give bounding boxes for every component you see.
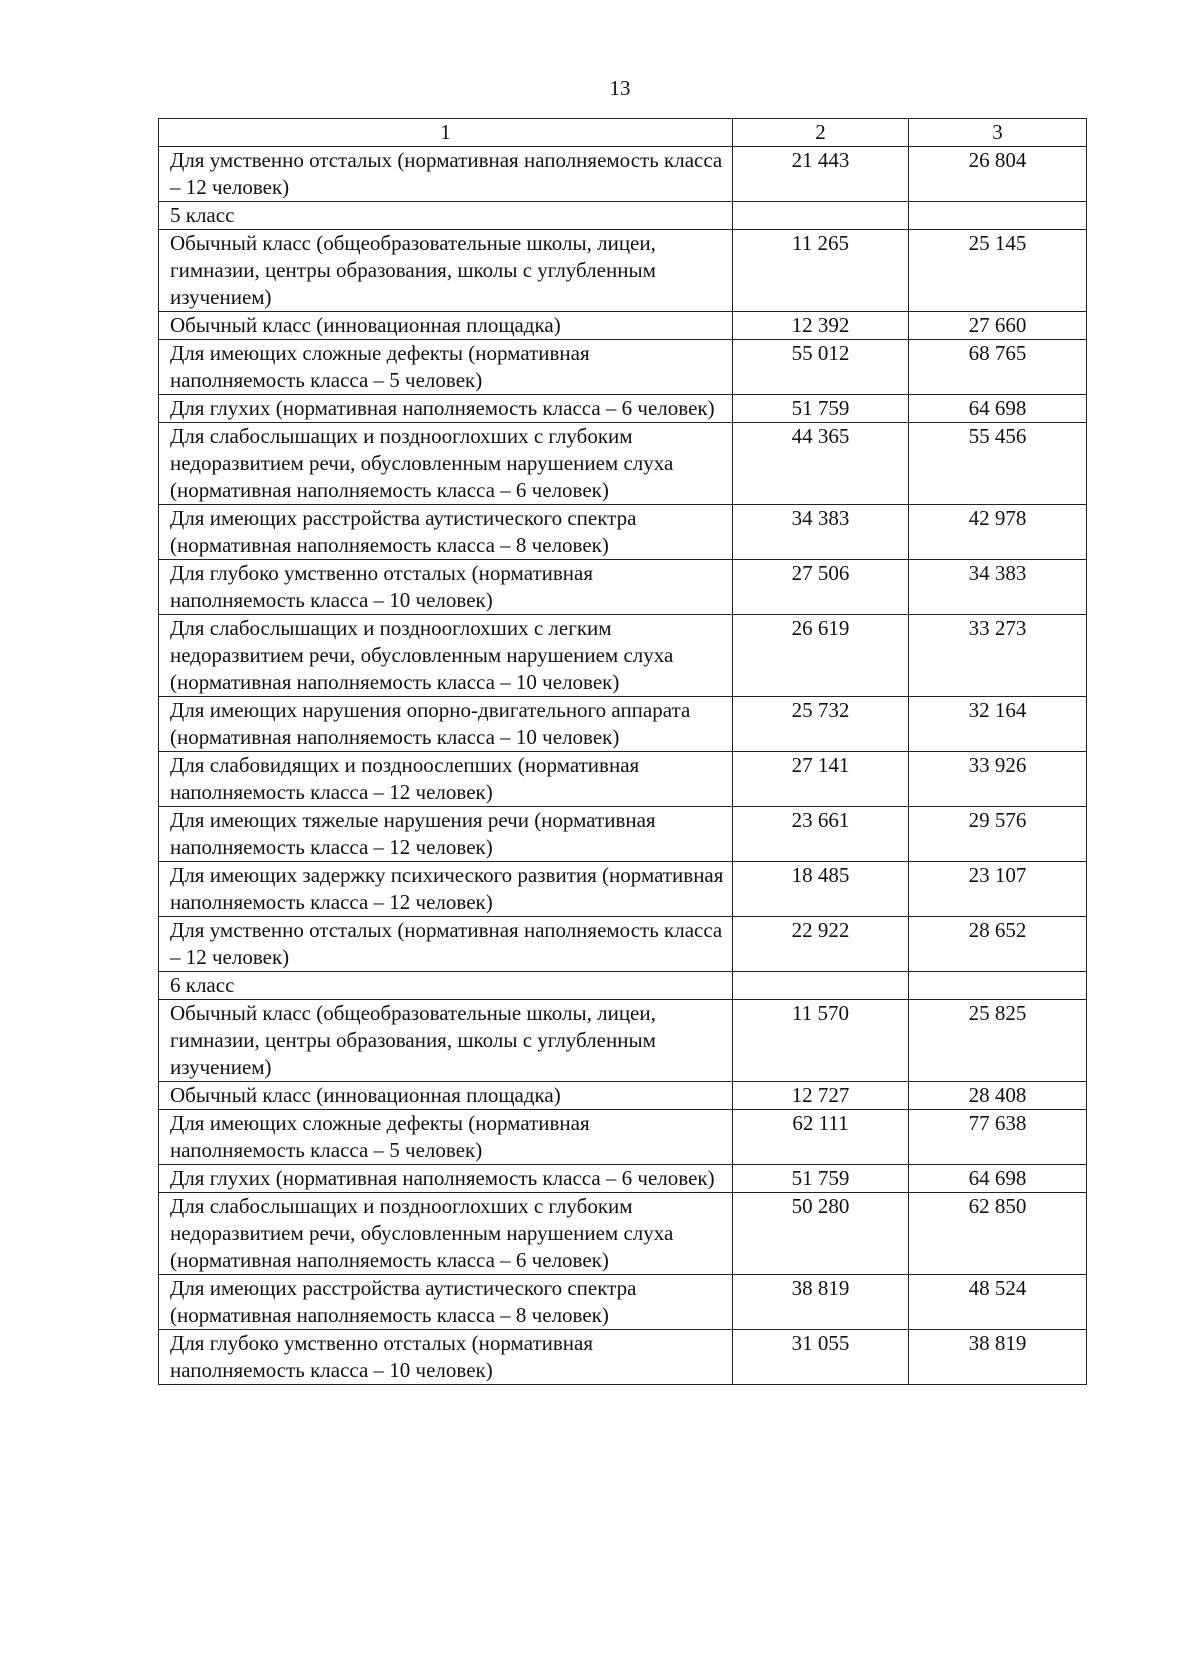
value-col-2: 51 759: [733, 1165, 909, 1193]
value-col-3: 23 107: [909, 862, 1087, 917]
value-col-2: 23 661: [733, 807, 909, 862]
section-row: [159, 972, 1087, 1000]
value-col-2: [733, 972, 909, 1000]
table-row: [159, 752, 1087, 807]
value-col-2: 21 443: [733, 147, 909, 202]
value-col-2: 44 365: [733, 423, 909, 505]
table-row: [159, 1165, 1087, 1193]
row-label: Для глухих (нормативная наполняемость класса – 6 человек): [159, 395, 733, 423]
row-label: Для слабослышащих и позднооглохших с легким недоразвитием речи, обусловленным нарушением слуха (нормативная наполняемость класса – 10 человек): [159, 615, 733, 697]
value-col-2: 50 280: [733, 1193, 909, 1275]
row-label: Для умственно отсталых (нормативная наполняемость класса – 12 человек): [159, 147, 733, 202]
row-label: Для имеющих нарушения опорно-двигательного аппарата (нормативная наполняемость класса – 10 человек): [159, 697, 733, 752]
value-col-2: 25 732: [733, 697, 909, 752]
table-row: [159, 505, 1087, 560]
value-col-3: 48 524: [909, 1275, 1087, 1330]
value-col-3: 64 698: [909, 395, 1087, 423]
section-row: [159, 202, 1087, 230]
value-col-3: 62 850: [909, 1193, 1087, 1275]
table-header: [159, 119, 1087, 147]
value-col-2: 55 012: [733, 340, 909, 395]
value-col-3: 29 576: [909, 807, 1087, 862]
table-row: [159, 1110, 1087, 1165]
table-row: [159, 862, 1087, 917]
value-col-2: 18 485: [733, 862, 909, 917]
row-label: Обычный класс (инновационная площадка): [159, 1082, 733, 1110]
table-row: [159, 1275, 1087, 1330]
table-header-row: [159, 119, 1087, 147]
row-label: Для глухих (нормативная наполняемость класса – 6 человек): [159, 1165, 733, 1193]
value-col-2: 27 506: [733, 560, 909, 615]
table-row: [159, 340, 1087, 395]
value-col-3: 25 825: [909, 1000, 1087, 1082]
column-header-3: 3: [909, 119, 1087, 147]
value-col-2: 31 055: [733, 1330, 909, 1385]
value-col-3: 34 383: [909, 560, 1087, 615]
value-col-2: 26 619: [733, 615, 909, 697]
table-row: [159, 1193, 1087, 1275]
row-label: Для имеющих расстройства аутистического спектра (нормативная наполняемость класса – 8 человек): [159, 505, 733, 560]
row-label: Для имеющих задержку психического развития (нормативная наполняемость класса – 12 человек): [159, 862, 733, 917]
value-col-3: 28 408: [909, 1082, 1087, 1110]
table-row: [159, 147, 1087, 202]
table-row: [159, 1330, 1087, 1385]
column-header-1: 1: [159, 119, 733, 147]
value-col-3: 32 164: [909, 697, 1087, 752]
row-label: Для имеющих сложные дефекты (нормативная наполняемость класса – 5 человек): [159, 1110, 733, 1165]
value-col-2: 38 819: [733, 1275, 909, 1330]
row-label: Для имеющих расстройства аутистического спектра (нормативная наполняемость класса – 8 человек): [159, 1275, 733, 1330]
value-col-2: 11 570: [733, 1000, 909, 1082]
table-row: [159, 1082, 1087, 1110]
table-row: [159, 1000, 1087, 1082]
value-col-2: [733, 202, 909, 230]
value-col-2: 27 141: [733, 752, 909, 807]
table-row: [159, 230, 1087, 312]
table-body: [159, 147, 1087, 1385]
table-row: [159, 423, 1087, 505]
row-label: Обычный класс (общеобразовательные школы, лицеи, гимназии, центры образования, школы с углубленным изучением): [159, 230, 733, 312]
table-row: [159, 395, 1087, 423]
row-label: Для слабослышащих и позднооглохших с глубоким недоразвитием речи, обусловленным нарушением слуха (нормативная наполняемость класса – 6 человек): [159, 423, 733, 505]
page-number: 13: [609, 76, 631, 100]
value-col-3: 33 926: [909, 752, 1087, 807]
table-row: [159, 917, 1087, 972]
row-label: Для слабослышащих и позднооглохших с глубоким недоразвитием речи, обусловленным нарушением слуха (нормативная наполняемость класса – 6 человек): [159, 1193, 733, 1275]
value-col-3: 38 819: [909, 1330, 1087, 1385]
value-col-3: 25 145: [909, 230, 1087, 312]
section-label: 5 класс: [159, 202, 733, 230]
value-col-3: 26 804: [909, 147, 1087, 202]
row-label: Для слабовидящих и поздноослепших (нормативная наполняемость класса – 12 человек): [159, 752, 733, 807]
column-header-2: 2: [733, 119, 909, 147]
row-label: Для имеющих сложные дефекты (нормативная наполняемость класса – 5 человек): [159, 340, 733, 395]
value-col-2: 12 392: [733, 312, 909, 340]
section-label: 6 класс: [159, 972, 733, 1000]
row-label: Для имеющих тяжелые нарушения речи (нормативная наполняемость класса – 12 человек): [159, 807, 733, 862]
row-label: Для глубоко умственно отсталых (нормативная наполняемость класса – 10 человек): [159, 560, 733, 615]
table-row: [159, 312, 1087, 340]
value-col-3: 77 638: [909, 1110, 1087, 1165]
value-col-2: 11 265: [733, 230, 909, 312]
row-label: Для умственно отсталых (нормативная наполняемость класса – 12 человек): [159, 917, 733, 972]
value-col-3: 28 652: [909, 917, 1087, 972]
row-label: Обычный класс (инновационная площадка): [159, 312, 733, 340]
value-col-3: 33 273: [909, 615, 1087, 697]
value-col-3: [909, 202, 1087, 230]
funding-table: [158, 118, 1087, 1385]
value-col-3: 27 660: [909, 312, 1087, 340]
value-col-3: [909, 972, 1087, 1000]
row-label: Для глубоко умственно отсталых (нормативная наполняемость класса – 10 человек): [159, 1330, 733, 1385]
table-row: [159, 807, 1087, 862]
table-row: [159, 697, 1087, 752]
value-col-2: 51 759: [733, 395, 909, 423]
table-row: [159, 560, 1087, 615]
value-col-2: 22 922: [733, 917, 909, 972]
value-col-2: 12 727: [733, 1082, 909, 1110]
value-col-3: 68 765: [909, 340, 1087, 395]
value-col-3: 64 698: [909, 1165, 1087, 1193]
table-row: [159, 615, 1087, 697]
value-col-2: 34 383: [733, 505, 909, 560]
value-col-3: 42 978: [909, 505, 1087, 560]
value-col-2: 62 111: [733, 1110, 909, 1165]
value-col-3: 55 456: [909, 423, 1087, 505]
row-label: Обычный класс (общеобразовательные школы, лицеи, гимназии, центры образования, школы с углубленным изучением): [159, 1000, 733, 1082]
